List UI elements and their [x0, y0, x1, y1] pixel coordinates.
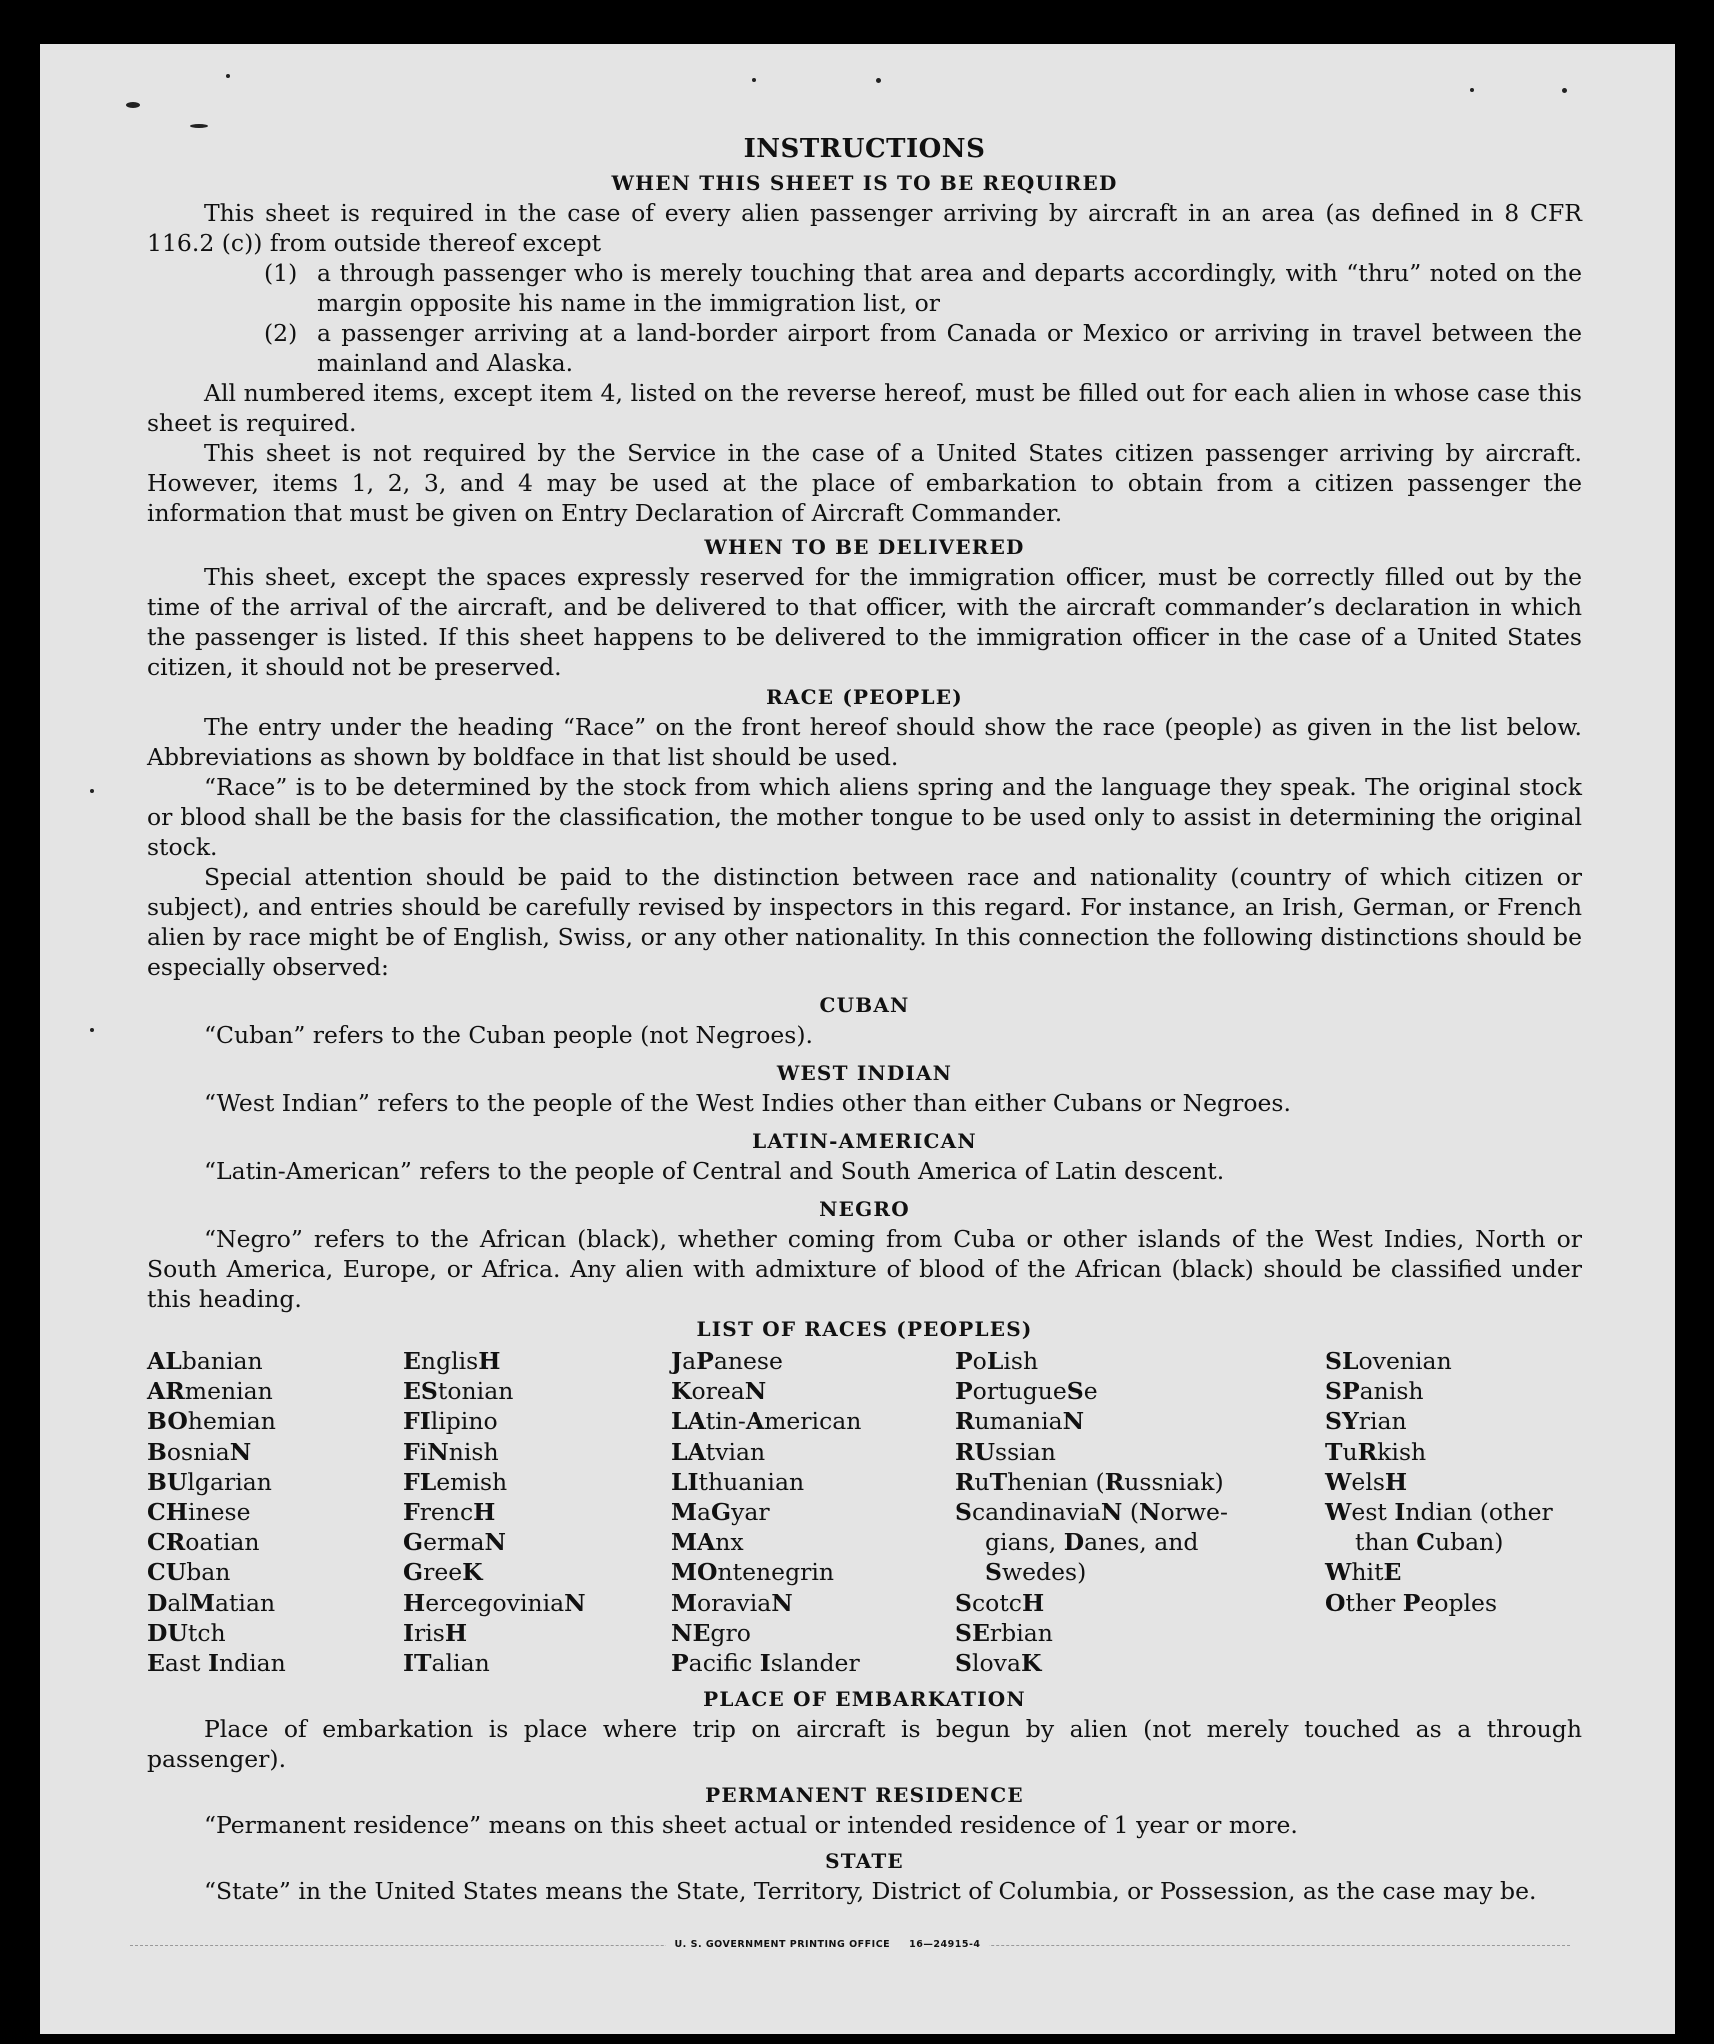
heading-when-required: WHEN THIS SHEET IS TO BE REQUIRED [611, 171, 1118, 195]
item-text: a passenger arriving at a land-border airport from Canada or Mexico or arriving in travel between the mainland and Alaska. [317, 319, 1582, 377]
race-entry: BOhemian [147, 1407, 276, 1436]
races-column-1 [147, 1346, 403, 1678]
race-entry: BosniaN [147, 1437, 252, 1466]
race-entry: West Indian (other [1325, 1498, 1553, 1527]
race-paragraph-1: The entry under the heading “Race” on the front hereof should show the race (people) as given in the list below. Abbreviations as shown by boldface in that list should be used. [147, 713, 1582, 771]
race-entry: ALbanian [147, 1347, 263, 1375]
heading-negro: NEGRO [819, 1197, 910, 1221]
races-column-5 [1325, 1346, 1582, 1678]
negro-definition: “Negro” refers to the African (black), whether coming from Cuba or other islands of the West Indies, North or South America, Europe, or Africa. Any alien with admixture of blood of the African (black) should be classified under this heading. [147, 1225, 1582, 1313]
race-entry: MoraviaN [671, 1588, 793, 1617]
race-entry: SPanish [1325, 1377, 1424, 1406]
race-entry: MAnx [671, 1528, 744, 1557]
ink-speck [190, 124, 208, 128]
ink-speck [90, 789, 94, 793]
delivery-paragraph: This sheet, except the spaces expressly reserved for the immigration officer, must be correctly filled out by the time of the arrival of the aircraft, and be delivered to that officer, with the aircraft commander’s declaration in which the passenger is listed. If this sheet happens to be delivered to the immigration officer in the case of a United States citizen, it should not be preserved. [147, 563, 1582, 681]
heading-race: RACE (PEOPLE) [766, 685, 963, 709]
race-entry-continued: than Cuban) [1355, 1528, 1504, 1557]
races-list [147, 1346, 1582, 1678]
race-entry: LAtin-American [671, 1407, 862, 1436]
citizen-paragraph: This sheet is not required by the Service in the case of a United States citizen passenger arriving by aircraft. However, items 1, 2, 3, and 4 may be used at the place of embarkation to obtain from a citizen passenger the information that must be given on Entry Declaration of Aircraft Commander. [147, 439, 1582, 527]
heading-when-delivered: WHEN TO BE DELIVERED [704, 535, 1025, 559]
race-entry: SErbian [955, 1618, 1053, 1647]
heading-list-of-races: LIST OF RACES (PEOPLES) [696, 1317, 1033, 1341]
ink-speck [876, 78, 881, 83]
race-entry: FrencH [403, 1498, 496, 1527]
race-entry: PoLish [955, 1347, 1039, 1375]
race-entry: FiNnish [403, 1437, 499, 1466]
cuban-definition: “Cuban” refers to the Cuban people (not Negroes). [204, 1021, 814, 1049]
item-number: (2) [264, 319, 298, 347]
ink-speck [226, 74, 230, 78]
page-title: INSTRUCTIONS [743, 134, 986, 164]
race-entry: CUban [147, 1558, 231, 1587]
race-entry: HercegoviniaN [403, 1588, 586, 1617]
race-entry: RUssian [955, 1437, 1056, 1466]
west-indian-definition: “West Indian” refers to the people of the West Indies other than either Cubans or Negroes. [204, 1089, 1291, 1117]
race-entry: IrisH [403, 1618, 468, 1647]
race-entry: Other Peoples [1325, 1588, 1498, 1617]
latin-american-definition: “Latin-American” refers to the people of Central and South America of Latin descent. [204, 1157, 1225, 1185]
heading-residence: PERMANENT RESIDENCE [705, 1783, 1024, 1808]
ink-speck [90, 1028, 94, 1032]
race-entry: SlovaK [955, 1649, 1042, 1678]
race-entry: ITalian [403, 1649, 490, 1678]
race-entry: DUtch [147, 1618, 226, 1647]
races-column-3 [671, 1346, 955, 1678]
race-entry: WelsH [1325, 1467, 1408, 1496]
heading-state: STATE [825, 1849, 904, 1874]
race-entry: MOntenegrin [671, 1558, 835, 1587]
race-entry-continued: Swedes) [985, 1558, 1087, 1587]
race-entry: ARmenian [147, 1377, 273, 1406]
state-definition: “State” in the United States means the State, Territory, District of Columbia, or Possession, as the case may be. [204, 1877, 1537, 1906]
race-entry: SYrian [1325, 1407, 1407, 1436]
race-entry: East Indian [147, 1649, 286, 1678]
races-column-2 [403, 1346, 671, 1678]
printer-imprint [110, 1939, 1545, 1950]
race-entry: JaPanese [671, 1347, 783, 1375]
required-intro: This sheet is required in the case of every alien passenger arriving by aircraft in an area (as defined in 8 CFR 116.2 (c)) from outside thereof except [147, 199, 1582, 257]
race-entry: PortugueSe [955, 1377, 1098, 1406]
instructions-body [147, 132, 1582, 1906]
ink-speck [1562, 88, 1567, 93]
race-entry: RumaniaN [955, 1407, 1085, 1436]
heading-west-indian: WEST INDIAN [776, 1061, 953, 1085]
heading-latin-american: LATIN-AMERICAN [752, 1129, 977, 1153]
ink-speck [126, 102, 140, 108]
race-paragraph-2: “Race” is to be determined by the stock from which aliens spring and the language they speak. The original stock or blood shall be the basis for the classification, the mother tongue to be used only to assist in determining the original stock. [147, 773, 1582, 861]
ink-speck [752, 78, 756, 82]
residence-definition: “Permanent residence” means on this sheet actual or intended residence of 1 year or more. [204, 1811, 1298, 1840]
race-entry: GermaN [403, 1528, 507, 1557]
embarkation-definition: Place of embarkation is place where trip on aircraft is begun by alien (not merely touched as a through passenger). [147, 1715, 1582, 1774]
race-entry: DalMatian [147, 1588, 276, 1617]
race-entry: SLovenian [1325, 1347, 1452, 1375]
race-entry: NEgro [671, 1618, 751, 1647]
race-entry: WhitE [1325, 1558, 1402, 1587]
race-entry: CRoatian [147, 1528, 260, 1557]
race-entry: FLemish [403, 1467, 508, 1496]
race-entry: GreeK [403, 1558, 483, 1587]
race-entry: EnglisH [403, 1347, 501, 1375]
race-entry: ScandinaviaN (Norwe- [955, 1498, 1228, 1527]
race-entry: TuRkish [1325, 1437, 1427, 1466]
race-paragraph-3: Special attention should be paid to the distinction between race and nationality (country of which citizen or subject), and entries should be carefully revised by inspectors in this regard. For instance, an Irish, German, or French alien by race might be of English, Swiss, or any other nationality. In this connection the following distinctions should be especially observed: [147, 863, 1582, 981]
item-text: a through passenger who is merely touching that area and departs accordingly, with “thru” noted on the margin opposite his name in the immigration list, or [317, 259, 1582, 317]
race-entry: EStonian [403, 1377, 514, 1406]
exception-item-2 [147, 318, 1582, 378]
race-entry: LIthuanian [671, 1467, 805, 1496]
printer-imprint-text: U. S. GOVERNMENT PRINTING OFFICE 16—24915-4 [666, 1939, 988, 1950]
ink-speck [1470, 88, 1474, 92]
race-entry: CHinese [147, 1498, 251, 1527]
document-sheet [40, 44, 1675, 2034]
race-entry: LAtvian [671, 1437, 766, 1466]
races-column-4 [955, 1346, 1325, 1678]
race-entry-continued: gians, Danes, and [985, 1528, 1199, 1557]
race-entry: Pacifc Islander [671, 1649, 860, 1678]
race-entry: KoreaN [671, 1377, 767, 1406]
race-entry: BUlgarian [147, 1467, 272, 1496]
heading-embarkation: PLACE OF EMBARKATION [703, 1687, 1026, 1712]
race-entry: ScotcH [955, 1588, 1045, 1617]
exception-item-1 [147, 258, 1582, 318]
heading-cuban: CUBAN [819, 993, 910, 1017]
numbered-items-paragraph: All numbered items, except item 4, listed on the reverse hereof, must be filled out for each alien in whose case this sheet is required. [147, 379, 1582, 437]
race-entry: MaGyar [671, 1498, 770, 1527]
item-number: (1) [264, 259, 298, 287]
race-entry: RuThenian (Russniak) [955, 1467, 1224, 1496]
race-entry: FIlipino [403, 1407, 498, 1436]
